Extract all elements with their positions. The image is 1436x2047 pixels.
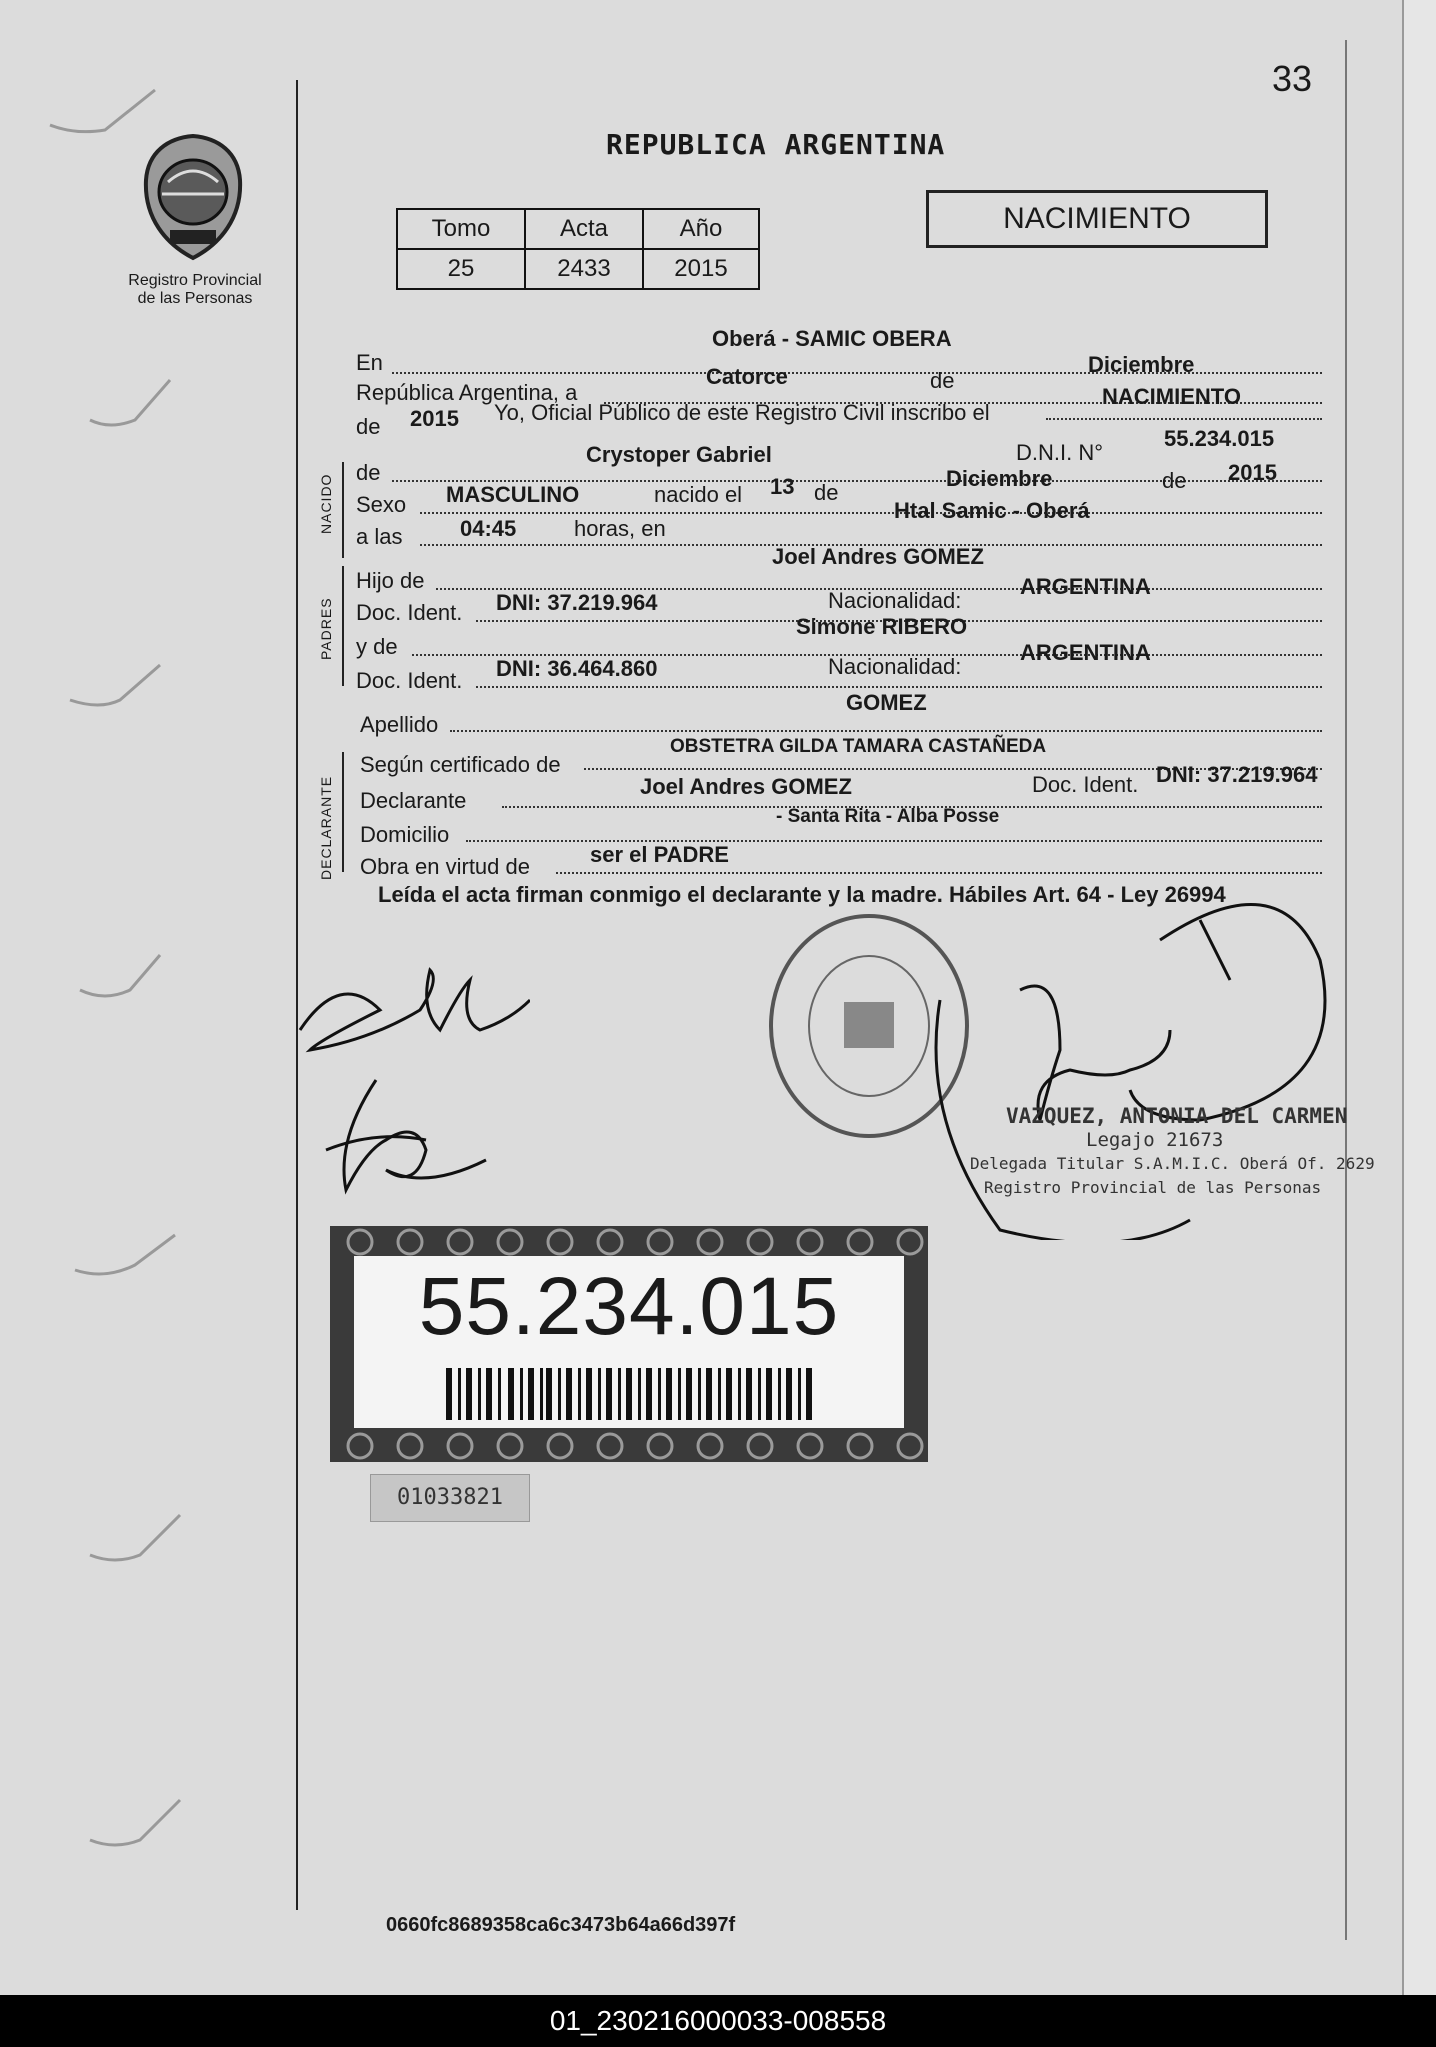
right-margin-line [1345, 40, 1347, 1940]
label-a-las: a las [356, 524, 403, 549]
padres-bracket [342, 566, 344, 686]
field-day-word: Catorce [706, 364, 788, 389]
dni-barcode-label [330, 1226, 928, 1462]
label-obra-en-virtud: Obra en virtud de [360, 854, 530, 879]
label-apellido: Apellido [360, 712, 439, 737]
page-edge [1402, 0, 1436, 1995]
act-type-box: NACIMIENTO [926, 190, 1268, 248]
field-by-virtue-of: ser el PADRE [590, 842, 729, 867]
page-number: 33 [1272, 58, 1313, 99]
field-declarant-name: Joel Andres GOMEZ [640, 774, 852, 799]
field-mother-dni: DNI: 36.464.860 [496, 656, 658, 681]
side-label-declarante: DECLARANTE [318, 775, 334, 880]
label-hijo-de: Hijo de [356, 568, 425, 593]
seal-caption-line1: Registro Provincial [128, 272, 262, 289]
label-horas-en: horas, en [574, 516, 666, 541]
field-birth-month: Diciembre [946, 466, 1053, 491]
value-acta: 2433 [525, 249, 643, 289]
label-de-year: de [356, 414, 381, 439]
dotted-line [1046, 418, 1322, 420]
label-nacido-el: nacido el [654, 482, 743, 507]
official-office: Registro Provincial de las Personas [984, 1178, 1322, 1197]
label-dni-no: D.N.I. N° [1016, 440, 1104, 465]
field-birth-day: 13 [770, 474, 795, 499]
footer-id-bar: 01_230216000033-008558 [0, 1995, 1436, 2047]
registry-table-header-row [397, 209, 759, 249]
side-label-nacido: NACIDO [318, 473, 334, 534]
label-segun-certificado: Según certificado de [360, 752, 561, 777]
field-surname: GOMEZ [846, 690, 927, 715]
dotted-line [556, 872, 1322, 874]
official-name: VAZQUEZ, ANTONIA DEL CARMEN [1006, 1104, 1348, 1128]
mother-signature-icon [316, 1070, 496, 1210]
field-dni: 55.234.015 [1164, 426, 1275, 451]
field-mother-nationality: ARGENTINA [1020, 640, 1151, 665]
field-father-nationality: ARGENTINA [1020, 574, 1151, 599]
seal-caption [118, 272, 272, 308]
document-title: REPUBLICA ARGENTINA [606, 128, 946, 161]
official-stamp [970, 1104, 1375, 1200]
field-year: 2015 [410, 406, 459, 431]
label-en: En [356, 350, 383, 375]
serial-number: 01033821 [370, 1474, 530, 1522]
field-name: Crystoper Gabriel [586, 442, 772, 467]
field-declarant-dni: DNI: 37.219.964 [1156, 762, 1318, 787]
field-sex: MASCULINO [446, 482, 580, 507]
field-certificate-by: OBSTETRA GILDA TAMARA CASTAÑEDA [670, 736, 1047, 757]
field-birth-time: 04:45 [460, 516, 517, 541]
dotted-line [420, 512, 1322, 514]
dni-label-inner [354, 1256, 904, 1428]
label-de-birth-year: de [1162, 468, 1187, 493]
label-domicilio: Domicilio [360, 822, 450, 847]
field-birth-year: 2015 [1228, 460, 1277, 485]
document-hash: 0660fc8689358ca6c3473b64a66d397f [386, 1914, 736, 1936]
closing-statement: Leída el acta firman conmigo el declarante y la madre. Hábiles Art. 64 - Ley 26994 [378, 882, 1226, 907]
label-nacionalidad-mother: Nacionalidad: [828, 654, 962, 679]
field-father-dni: DNI: 37.219.964 [496, 590, 658, 615]
seal-caption-line2: de las Personas [137, 290, 253, 307]
label-doc-ident-father: Doc. Ident. [356, 600, 463, 625]
header-tomo: Tomo [397, 209, 525, 249]
header-ano: Año [643, 209, 759, 249]
label-de-birth-month: de [814, 480, 839, 505]
label-republica: República Argentina, a [356, 380, 578, 405]
declarante-bracket [342, 752, 344, 872]
official-role: Delegada Titular S.A.M.I.C. Oberá Of. 2629 [970, 1154, 1375, 1173]
side-label-padres: PADRES [318, 597, 334, 660]
field-address: - Santa Rita - Alba Posse [776, 806, 1000, 827]
label-yo-oficial: Yo, Oficial Público de este Registro Civil inscribo el [494, 400, 990, 425]
dni-label-number: 55.234.015 [418, 1261, 840, 1352]
label-de-name: de [356, 460, 381, 485]
field-place: Oberá - SAMIC OBERA [712, 326, 952, 351]
registry-table [396, 208, 760, 290]
field-father-name: Joel Andres GOMEZ [772, 544, 984, 569]
registry-table-value-row [397, 249, 759, 289]
label-de-month: de [930, 368, 955, 393]
dotted-line [450, 730, 1322, 732]
label-doc-ident-mother: Doc. Ident. [356, 668, 463, 693]
nacido-bracket [342, 462, 344, 558]
official-legajo: Legajo 21673 [1086, 1129, 1224, 1151]
label-doc-ident-declarant: Doc. Ident. [1032, 772, 1139, 797]
label-sexo: Sexo [356, 492, 407, 517]
declarant-signature-icon [290, 950, 530, 1070]
label-declarante: Declarante [360, 788, 467, 813]
barcode-icon [446, 1368, 812, 1420]
header-acta: Acta [525, 209, 643, 249]
field-mother-name: Simone RIBERO [796, 614, 968, 639]
label-y-de: y de [356, 634, 398, 659]
value-ano: 2015 [643, 249, 759, 289]
field-month: Diciembre [1088, 352, 1195, 377]
provincial-seal-icon [140, 132, 246, 262]
field-act-kind: NACIMIENTO [1102, 384, 1241, 409]
dotted-line [476, 686, 1322, 688]
label-nacionalidad-father: Nacionalidad: [828, 588, 962, 613]
value-tomo: 25 [397, 249, 525, 289]
field-birth-place: Htal Samic - Oberá [894, 498, 1090, 523]
